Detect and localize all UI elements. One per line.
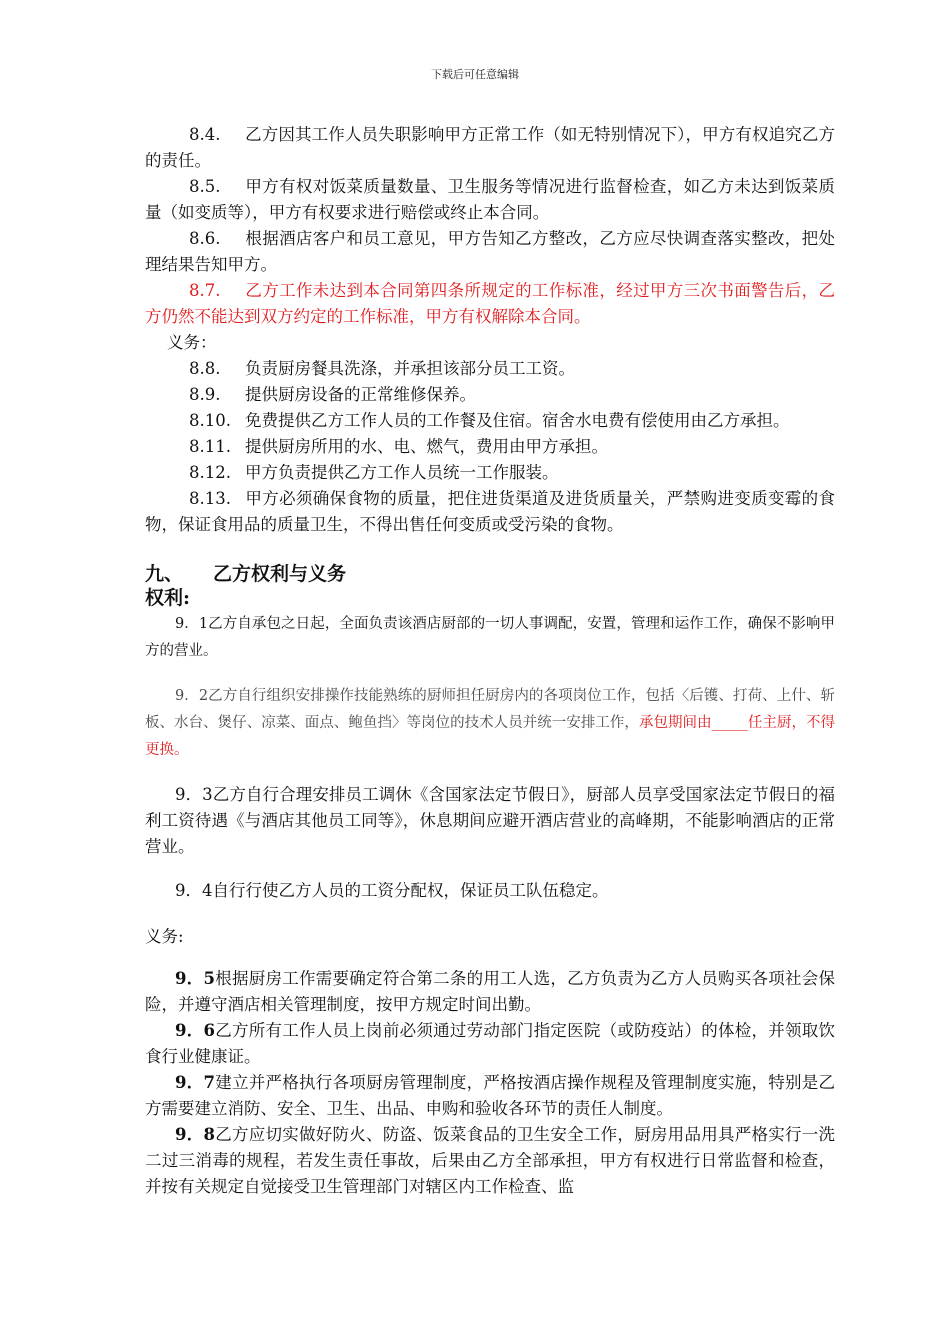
clause-text: 提供厨房设备的正常维修保养。 [245,385,476,404]
clause-number: 9．7 [175,1073,215,1092]
clause-number: 8.7. [189,281,221,300]
clause-8-11 [145,434,835,460]
clause-text: 建立并严格执行各项厨房管理制度，严格按酒店操作规程及管理制度实施，特别是乙方需要建立消防、安全、卫生、出品、申购和验收各环节的责任人制度。 [145,1073,836,1118]
clause-text: 免费提供乙方工作人员的工作餐及住宿。宿舍水电费有偿使用由乙方承担。 [245,411,790,430]
clause-text: 9．2乙方自行组织安排操作技能熟练的厨师担任厨房内的各项岗位工作，包括〈后镬、打荷、上什、斩板、水台、煲仔、凉菜、面点、鲍鱼挡〉等岗位的技术人员并统一安排工作， [145,688,835,731]
clause-text: 甲方必须确保食物的质量，把住进货渠道及进货质量关，严禁购进变质变霉的食物，保证食用品的质量卫生，不得出售任何变质或受污染的食物。 [145,489,835,534]
clause-number: 8.5. [189,177,221,196]
clause-text: 负责厨房餐具洗涤，并承担该部分员工工资。 [245,359,575,378]
clause-number: 8.11. [189,437,231,456]
clause-text: 乙方工作未达到本合同第四条所规定的工作标准，经过甲方三次书面警告后，乙方仍然不能达到双方约定的工作标准，甲方有权解除本合同。 [145,281,835,326]
clause-9-3: 9．3乙方自行合理安排员工调休《含国家法定节假日》，厨部人员享受国家法定节假日的福利工资待遇《与酒店其他员工同等》，休息期间应避开酒店营业的高峰期，不能影响酒店的正常营业。 [145,785,835,856]
clause-8-7 [145,278,835,330]
clause-9-5 [145,966,835,1018]
clause-number: 9．8 [175,1125,215,1144]
clause-number: 8.13. [189,489,231,508]
clause-8-5 [145,174,835,226]
clause-8-12 [145,460,835,486]
clause-text: 提供厨房所用的水、电、燃气，费用由甲方承担。 [245,437,608,456]
clause-number: 8.9. [189,385,221,404]
clause-8-9 [145,382,835,408]
clause-9-1: 9．1乙方自承包之日起，全面负责该酒店厨部的一切人事调配，安置，管理和运作工作，确保不影响甲方的营业。 [145,616,835,659]
clause-number: 8.6. [189,229,221,248]
duty-label: 义务： [167,333,217,352]
document-body [145,122,835,1200]
clause-number: 8.8. [189,359,221,378]
clause-9-2 [145,683,835,764]
rights-label: 权利: [145,587,191,609]
clause-text: 根据酒店客户和员工意见，甲方告知乙方整改，乙方应尽快调查落实整改，把处理结果告知甲方。 [145,229,835,274]
section-title: 乙方权利与义务 [213,563,347,585]
clause-8-10 [145,408,835,434]
clause-9-7 [145,1070,835,1122]
clause-text: 根据厨房工作需要确定符合第二条的用工人选，乙方负责为乙方人员购买各项社会保险，并遵守酒店相关管理制度，按甲方规定时间出勤。 [145,969,836,1014]
clause-text: 乙方因其工作人员失职影响甲方正常工作（如无特别情况下），甲方有权追究乙方的责任。 [145,125,835,170]
clause-number: 9．6 [175,1021,215,1040]
section-number: 九、 [145,563,184,585]
clause-number: 9．5 [175,969,215,988]
section-9-heading [145,561,835,587]
clause-9-8 [145,1122,835,1200]
page-header: 下载后可任意编辑 [431,68,519,81]
clause-9-6 [145,1018,835,1070]
duty-label-2: 义务: [145,927,184,946]
clause-text: 乙方所有工作人员上岗前必须通过劳动部门指定医院（或防疫站）的体检，并领取饮食行业健康证。 [145,1021,836,1066]
clause-9-4: 9．4自行行使乙方人员的工资分配权，保证员工队伍稳定。 [175,881,609,900]
clause-8-6 [145,226,835,278]
clause-number: 8.10. [189,411,231,430]
clause-8-4 [145,122,835,174]
clause-text: 甲方有权对饭菜质量数量、卫生服务等情况进行监督检查，如乙方未达到饭菜质量（如变质等），甲方有权要求进行赔偿或终止本合同。 [145,177,835,222]
clause-8-8 [145,356,835,382]
clause-number: 8.4. [189,125,221,144]
clause-text-highlight: 承包期间由_____任主厨，不得更换。 [145,715,836,758]
clause-text: 甲方负责提供乙方工作人员统一工作服装。 [245,463,559,482]
clause-number: 8.12. [189,463,231,482]
clause-8-13 [145,486,835,538]
clause-text: 乙方应切实做好防火、防盗、饭菜食品的卫生安全工作，厨房用品用具严格实行一洗二过三消毒的规程，若发生责任事故，后果由乙方全部承担，甲方有权进行日常监督和检查，并按有关规定自觉接受卫生管理部门对辖区内工作检查、监 [145,1125,836,1196]
